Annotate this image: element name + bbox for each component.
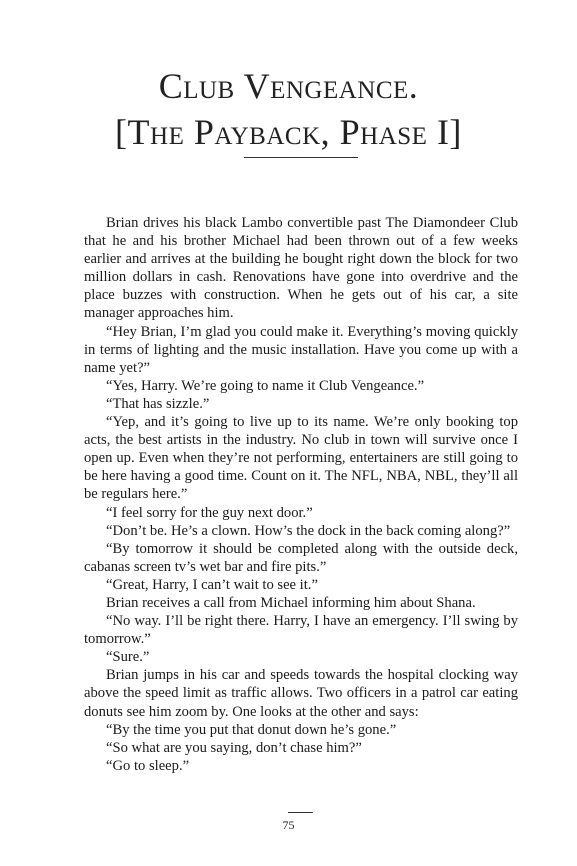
paragraph: “Don’t be. He’s a clown. How’s the dock in the back coming along?” [106, 522, 511, 539]
paragraph: “Yes, Harry. We’re going to name it Club Vengeance.” [106, 377, 425, 394]
paragraph: “Go to sleep.” [106, 757, 190, 774]
chapter-title-line-1: Club Vengeance. [158, 66, 419, 106]
paragraph: “By tomorrow it should be completed along with the outside deck, cabanas screen tv’s wet bar and fire pits.” [84, 540, 518, 575]
paragraph: “Yep, and it’s going to live up to its name. We’re only booking top acts, the best artists in the industry. No club in town will survive once I open up. Even when they’re not performing, entertainers are still going to be here having a good time. Count on it. The NFL, NBA, NBL, they’ll all be regulars here.” [84, 414, 518, 503]
title-divider [244, 157, 358, 158]
paragraph: “Hey Brian, I’m glad you could make it. Everything’s moving quickly in terms of lighting and the music installation. Have you come up with a name yet?” [84, 323, 518, 376]
paragraph: “Sure.” [106, 649, 150, 666]
paragraph: Brian receives a call from Michael informing him about Shana. [106, 594, 476, 611]
paragraph: “So what are you saying, don’t chase him?” [106, 739, 362, 756]
paragraph: Brian jumps in his car and speeds towards the hospital clocking way above the speed limit as traffic allows. Two officers in a patrol car eating donuts see him zoom by. One looks at the other and says: [84, 667, 518, 720]
paragraph: “Great, Harry, I can’t wait to see it.” [106, 576, 318, 593]
paragraph: “By the time you put that donut down he’s gone.” [106, 721, 397, 738]
paragraph: Brian drives his black Lambo convertible past The Diamondeer Club that he and his brother Michael had been thrown out of a few weeks earlier and arrives at the building he bought right down the block for two million dollars in cash. Renovations have gone into overdrive and the place buzzes with construction. When he gets out of his car, a site manager approaches him. [84, 215, 518, 322]
paragraph: “No way. I’ll be right there. Harry, I have an emergency. I’ll swing by tomorrow.” [84, 613, 518, 648]
paragraph: “I feel sorry for the guy next door.” [106, 504, 313, 521]
paragraph: “That has sizzle.” [106, 395, 210, 412]
chapter-body [84, 214, 518, 775]
page-number: 75 [282, 818, 295, 832]
footer-divider [288, 812, 313, 813]
chapter-title-line-2: [The Payback, Phase I] [115, 112, 462, 152]
